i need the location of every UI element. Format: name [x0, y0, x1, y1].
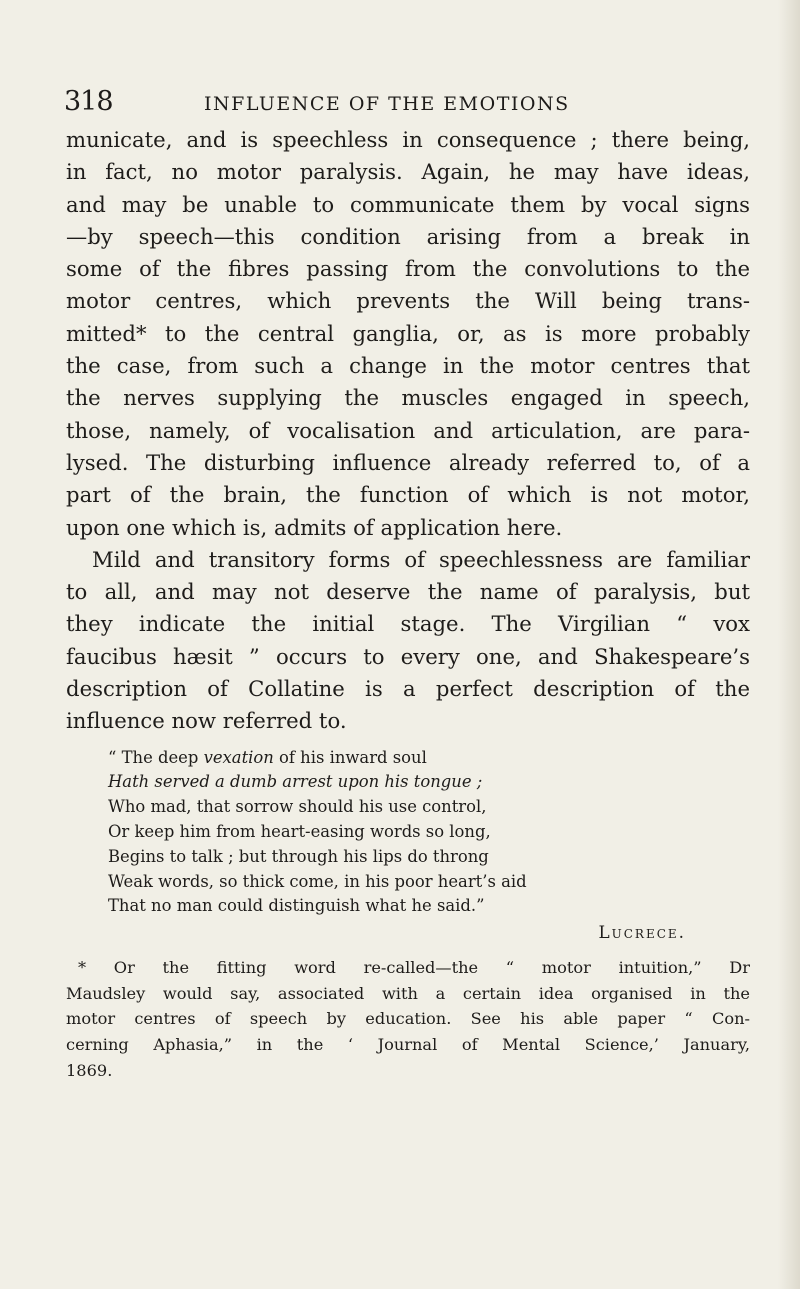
verse-text: of his inward soul	[273, 747, 427, 767]
verse-line	[108, 746, 678, 771]
body-line: municate, and is speechless in consequence ; there being,	[66, 127, 750, 152]
verse-line: Who mad, that sorrow should his use control,	[108, 797, 487, 817]
body-line: and may be unable to communicate them by vocal signs	[66, 191, 750, 217]
body-line: motor centres, which prevents the Will being trans-	[66, 288, 750, 314]
verse-text: “ The deep	[108, 747, 204, 767]
verse-line: Or keep him from heart-easing words so long,	[108, 822, 491, 842]
book-page	[66, 88, 750, 1083]
body-line: the nerves supplying the muscles engaged in speech,	[66, 385, 750, 411]
verse-line: Begins to talk ; but through his lips do throng	[108, 846, 489, 866]
body-line: mitted* to the central ganglia, or, as is more probably	[66, 320, 750, 346]
body-line: those, namely, of vocalisation and articulation, are para-	[66, 417, 750, 443]
verse-line: That no man could distinguish what he said.”	[108, 896, 485, 916]
footnote-line: motor centres of speech by education. See his able paper “ Con-	[66, 1009, 750, 1029]
body-line: the case, from such a change in the motor centres that	[66, 353, 750, 379]
footnote-line: cerning Aphasia,” in the ‘ Journal of Mental Science,’ January,	[66, 1035, 750, 1054]
body-line: upon one which is, admits of application here.	[66, 514, 563, 540]
body-line: some of the fibres passing from the convolutions to the	[66, 256, 750, 282]
body-line: to all, and may not deserve the name of paralysis, but	[66, 579, 750, 605]
body-line: in fact, no motor paralysis. Again, he may have ideas,	[66, 159, 750, 185]
body-line: they indicate the initial stage. The Virgilian “ vox	[66, 611, 750, 637]
body-line: lysed. The disturbing influence already referred to, of a	[66, 449, 750, 475]
footnote-line: Maudsley would say, associated with a certain idea organised in the	[66, 983, 750, 1003]
running-head	[66, 88, 750, 124]
page-edge-shadow	[778, 0, 800, 1289]
quote-attribution: Lucrece.	[598, 922, 686, 943]
body-text	[66, 124, 750, 738]
footnote-line: * Or the fitting word re-called—the “ motor intuition,” Dr	[78, 958, 750, 978]
footnote	[66, 955, 750, 1083]
body-line: faucibus hæsit ” occurs to every one, and Shakespeare’s	[66, 643, 750, 669]
verse-quotation	[108, 746, 686, 946]
body-line: Mild and transitory forms of speechlessness are familiar	[92, 546, 750, 572]
body-line: description of Collatine is a perfect description of the	[66, 676, 750, 702]
verse-line: Hath served a dumb arrest upon his tongue ;	[108, 772, 483, 792]
body-line: —by speech—this condition arising from a break in	[66, 223, 750, 249]
body-line: influence now referred to.	[66, 708, 347, 734]
verse-line: Weak words, so thick come, in his poor heart’s aid	[108, 871, 527, 891]
page-number: 318	[64, 86, 113, 117]
verse-emphasis: vexation	[203, 747, 274, 767]
body-line: part of the brain, the function of which is not motor,	[66, 482, 750, 508]
running-title: INFLUENCE OF THE EMOTIONS	[204, 93, 570, 115]
footnote-line: 1869.	[66, 1060, 113, 1080]
